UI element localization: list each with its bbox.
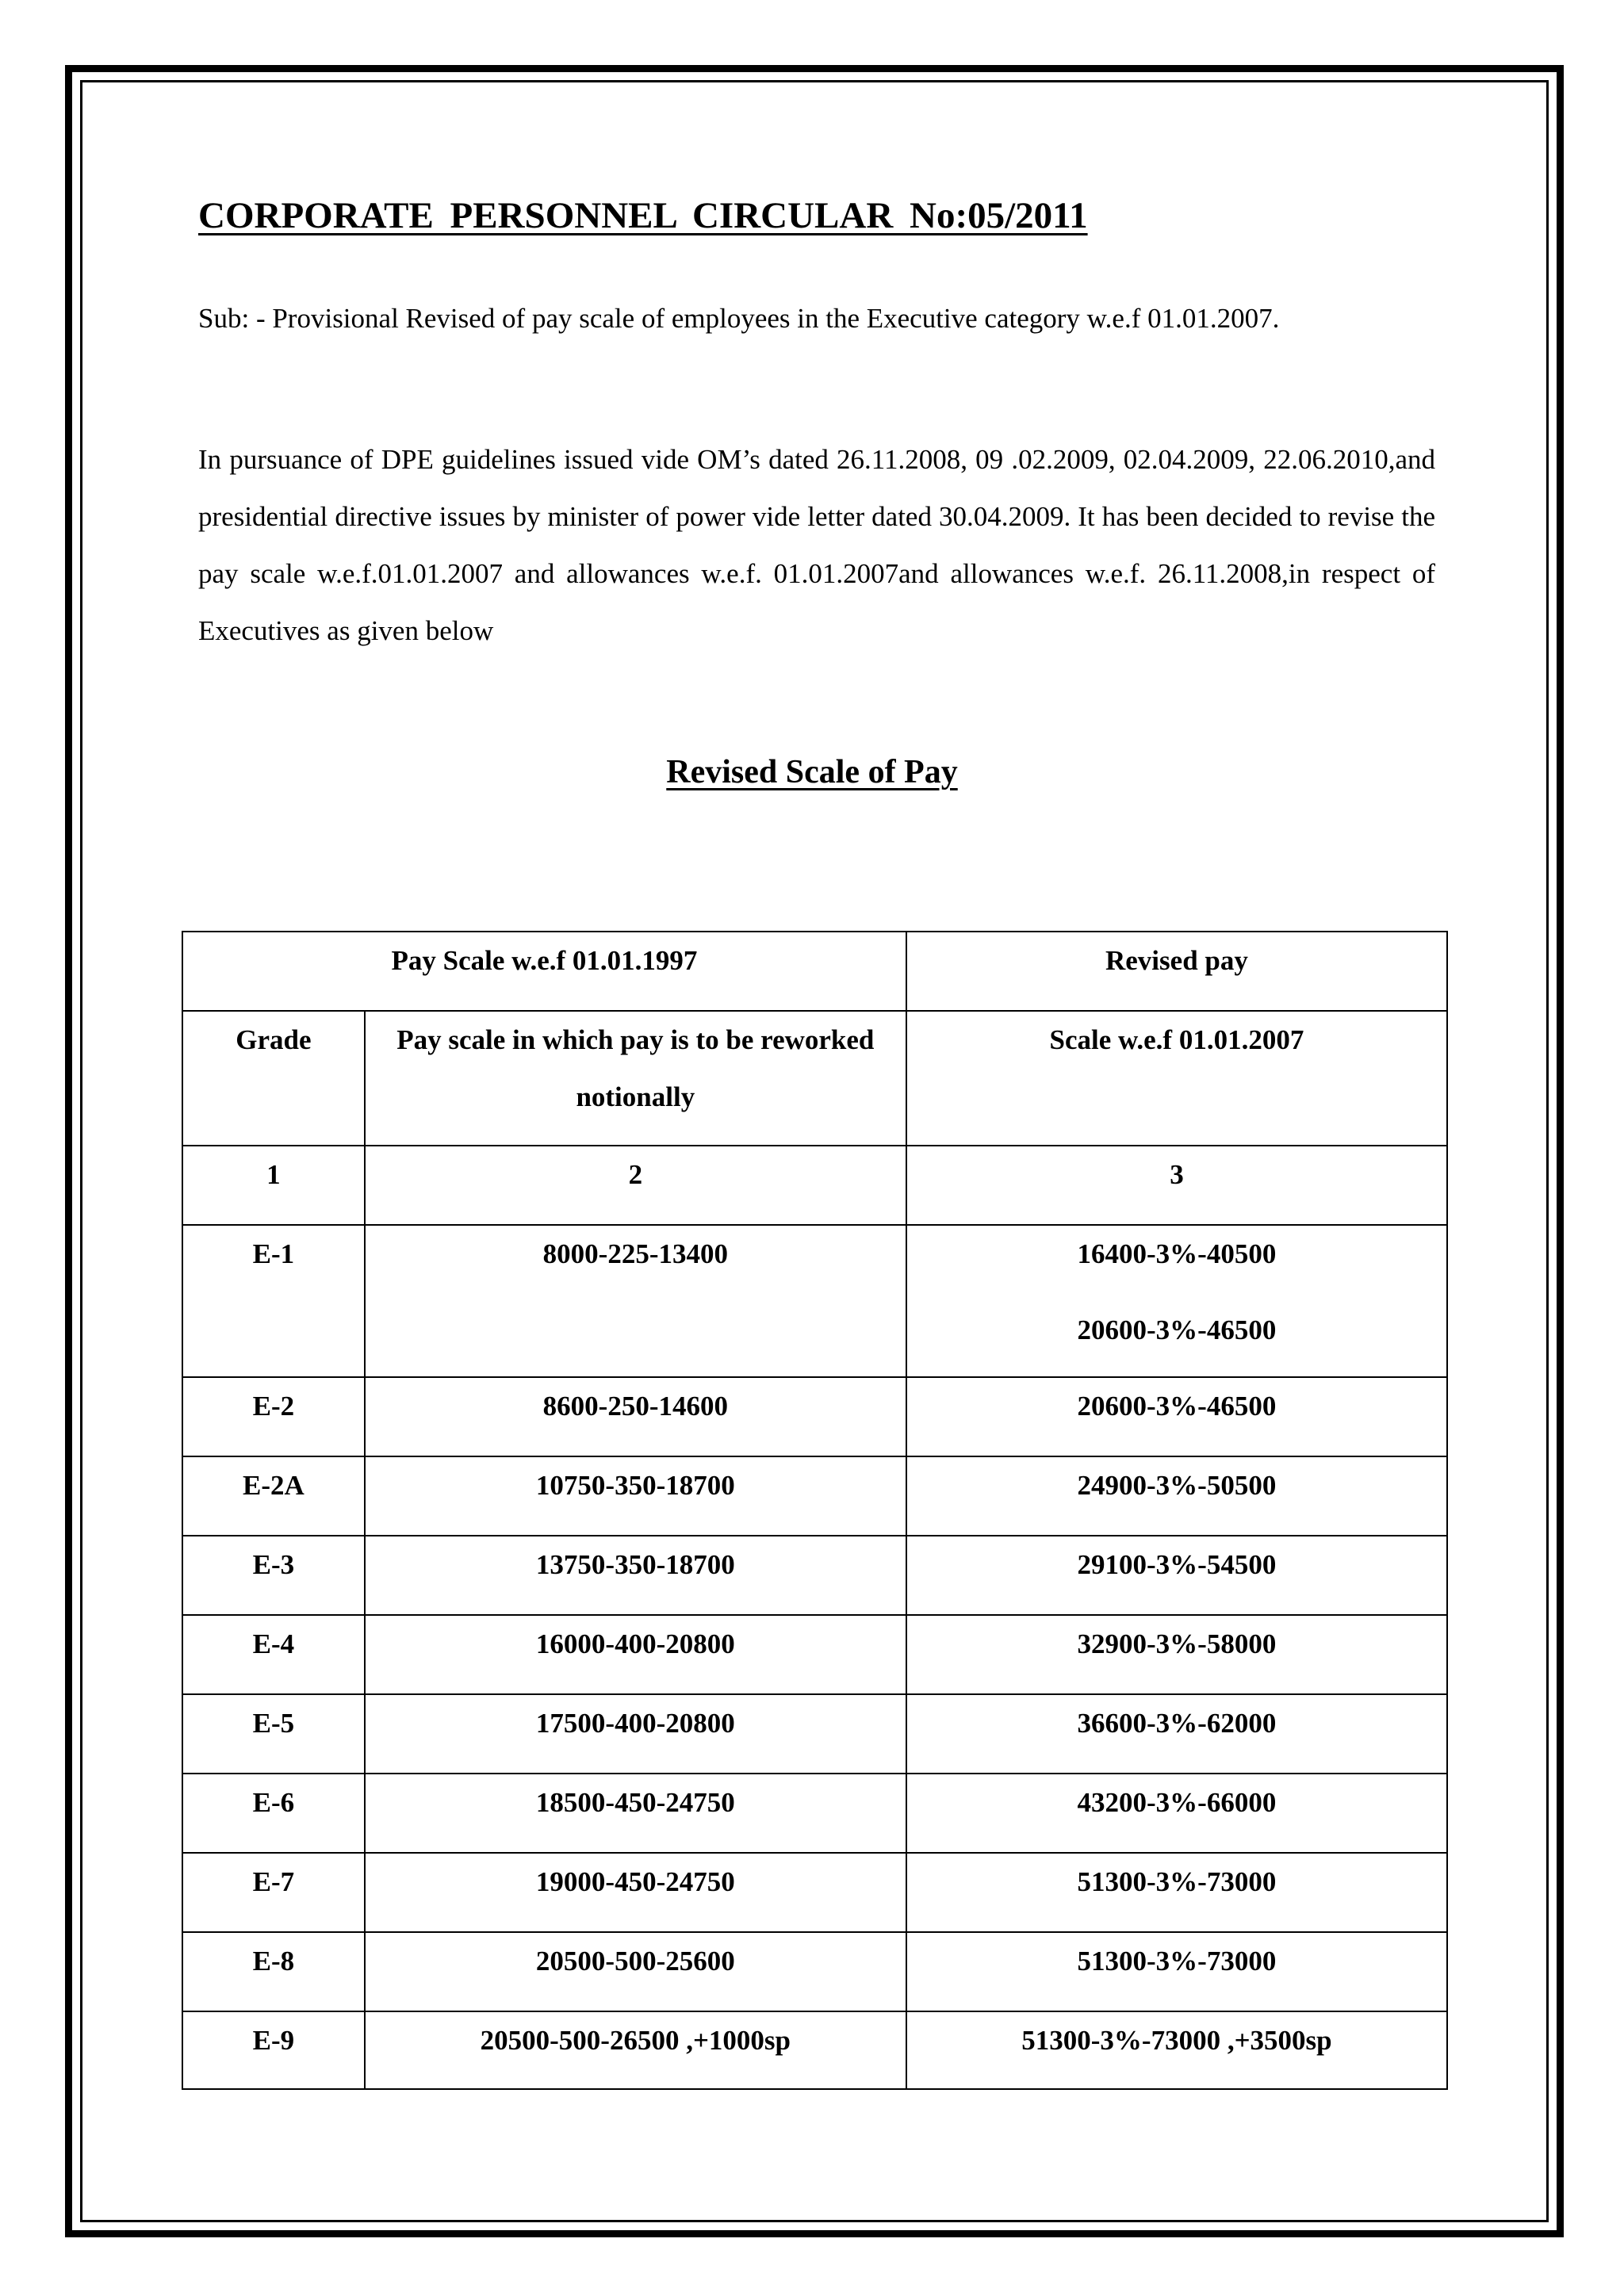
new-scale-cell: 32900-3%-58000 bbox=[906, 1615, 1447, 1694]
new-scale-cell: 36600-3%-62000 bbox=[906, 1694, 1447, 1774]
pay-scale-table bbox=[182, 931, 1448, 2090]
old-scale-cell: 17500-400-20800 bbox=[365, 1694, 906, 1774]
grade-cell: E-8 bbox=[182, 1932, 365, 2011]
old-scale-cell: 13750-350-18700 bbox=[365, 1536, 906, 1615]
column-number-1: 1 bbox=[182, 1146, 365, 1225]
new-scale-cell: 43200-3%-66000 bbox=[906, 1774, 1447, 1853]
grade-cell: E-6 bbox=[182, 1774, 365, 1853]
column-header-grade: Grade bbox=[182, 1011, 365, 1146]
table-row bbox=[182, 1225, 1447, 1377]
old-scale-cell: 8000-225-13400 bbox=[365, 1225, 906, 1377]
grade-cell: E-7 bbox=[182, 1853, 365, 1932]
column-number-2: 2 bbox=[365, 1146, 906, 1225]
table-row bbox=[182, 1377, 1447, 1456]
old-scale-cell: 8600-250-14600 bbox=[365, 1377, 906, 1456]
grade-cell: E-2A bbox=[182, 1456, 365, 1536]
body-paragraph: In pursuance of DPE guidelines issued vide OM’s dated 26.11.2008, 09 .02.2009, 02.04.2009, 22.06.2010,and presidential directive issues by minister of power vide letter dated 30.04.2009. It has been decided to revise the pay scale w.e.f.01.01.2007 and allowances w.e.f. 01.01.2007and allowances w.e.f. 26.11.2008,in respect of Executives as given below bbox=[198, 444, 1435, 646]
grade-cell: E-3 bbox=[182, 1536, 365, 1615]
table-row bbox=[182, 1456, 1447, 1536]
old-scale-cell: 19000-450-24750 bbox=[365, 1853, 906, 1932]
new-scale-cell: 51300-3%-73000 bbox=[906, 1853, 1447, 1932]
table-row bbox=[182, 1853, 1447, 1932]
new-scale-cell bbox=[906, 1225, 1447, 1377]
subject-line: Sub: - Provisional Revised of pay scale of employees in the Executive category w.e.f 01.01.2007. bbox=[198, 303, 1280, 334]
new-scale-alt-value: 20600-3%-46500 bbox=[1077, 1314, 1277, 1345]
circular-title: CORPORATE PERSONNEL CIRCULAR No:05/2011 bbox=[198, 195, 1088, 236]
new-scale-cell: 51300-3%-73000 ,+3500sp bbox=[906, 2011, 1447, 2089]
new-scale-cell: 29100-3%-54500 bbox=[906, 1536, 1447, 1615]
grade-cell: E-2 bbox=[182, 1377, 365, 1456]
table-column-header-row bbox=[182, 1011, 1447, 1146]
group-header-revised-pay: Revised pay bbox=[906, 932, 1447, 1011]
old-scale-cell: 10750-350-18700 bbox=[365, 1456, 906, 1536]
column-header-new-scale: Scale w.e.f 01.01.2007 bbox=[906, 1011, 1447, 1146]
old-scale-cell: 16000-400-20800 bbox=[365, 1615, 906, 1694]
group-header-old-pay-scale: Pay Scale w.e.f 01.01.1997 bbox=[182, 932, 906, 1011]
table-row bbox=[182, 1932, 1447, 2011]
table-row bbox=[182, 1694, 1447, 1774]
new-scale-value: 16400-3%-40500 bbox=[1077, 1238, 1277, 1269]
section-heading: Revised Scale of Pay bbox=[666, 754, 958, 790]
table-row bbox=[182, 2011, 1447, 2089]
column-header-old-scale: Pay scale in which pay is to be reworked notionally bbox=[365, 1011, 906, 1146]
new-scale-cell: 51300-3%-73000 bbox=[906, 1932, 1447, 2011]
table-row bbox=[182, 1774, 1447, 1853]
old-scale-cell: 18500-450-24750 bbox=[365, 1774, 906, 1853]
old-scale-cell: 20500-500-25600 bbox=[365, 1932, 906, 2011]
column-number-3: 3 bbox=[906, 1146, 1447, 1225]
table-row bbox=[182, 1536, 1447, 1615]
table-group-header-row bbox=[182, 932, 1447, 1011]
grade-cell: E-5 bbox=[182, 1694, 365, 1774]
old-scale-cell: 20500-500-26500 ,+1000sp bbox=[365, 2011, 906, 2089]
new-scale-cell: 24900-3%-50500 bbox=[906, 1456, 1447, 1536]
grade-cell: E-4 bbox=[182, 1615, 365, 1694]
grade-cell: E-9 bbox=[182, 2011, 365, 2089]
grade-cell: E-1 bbox=[182, 1225, 365, 1377]
table-row bbox=[182, 1615, 1447, 1694]
table-column-number-row bbox=[182, 1146, 1447, 1225]
new-scale-cell: 20600-3%-46500 bbox=[906, 1377, 1447, 1456]
